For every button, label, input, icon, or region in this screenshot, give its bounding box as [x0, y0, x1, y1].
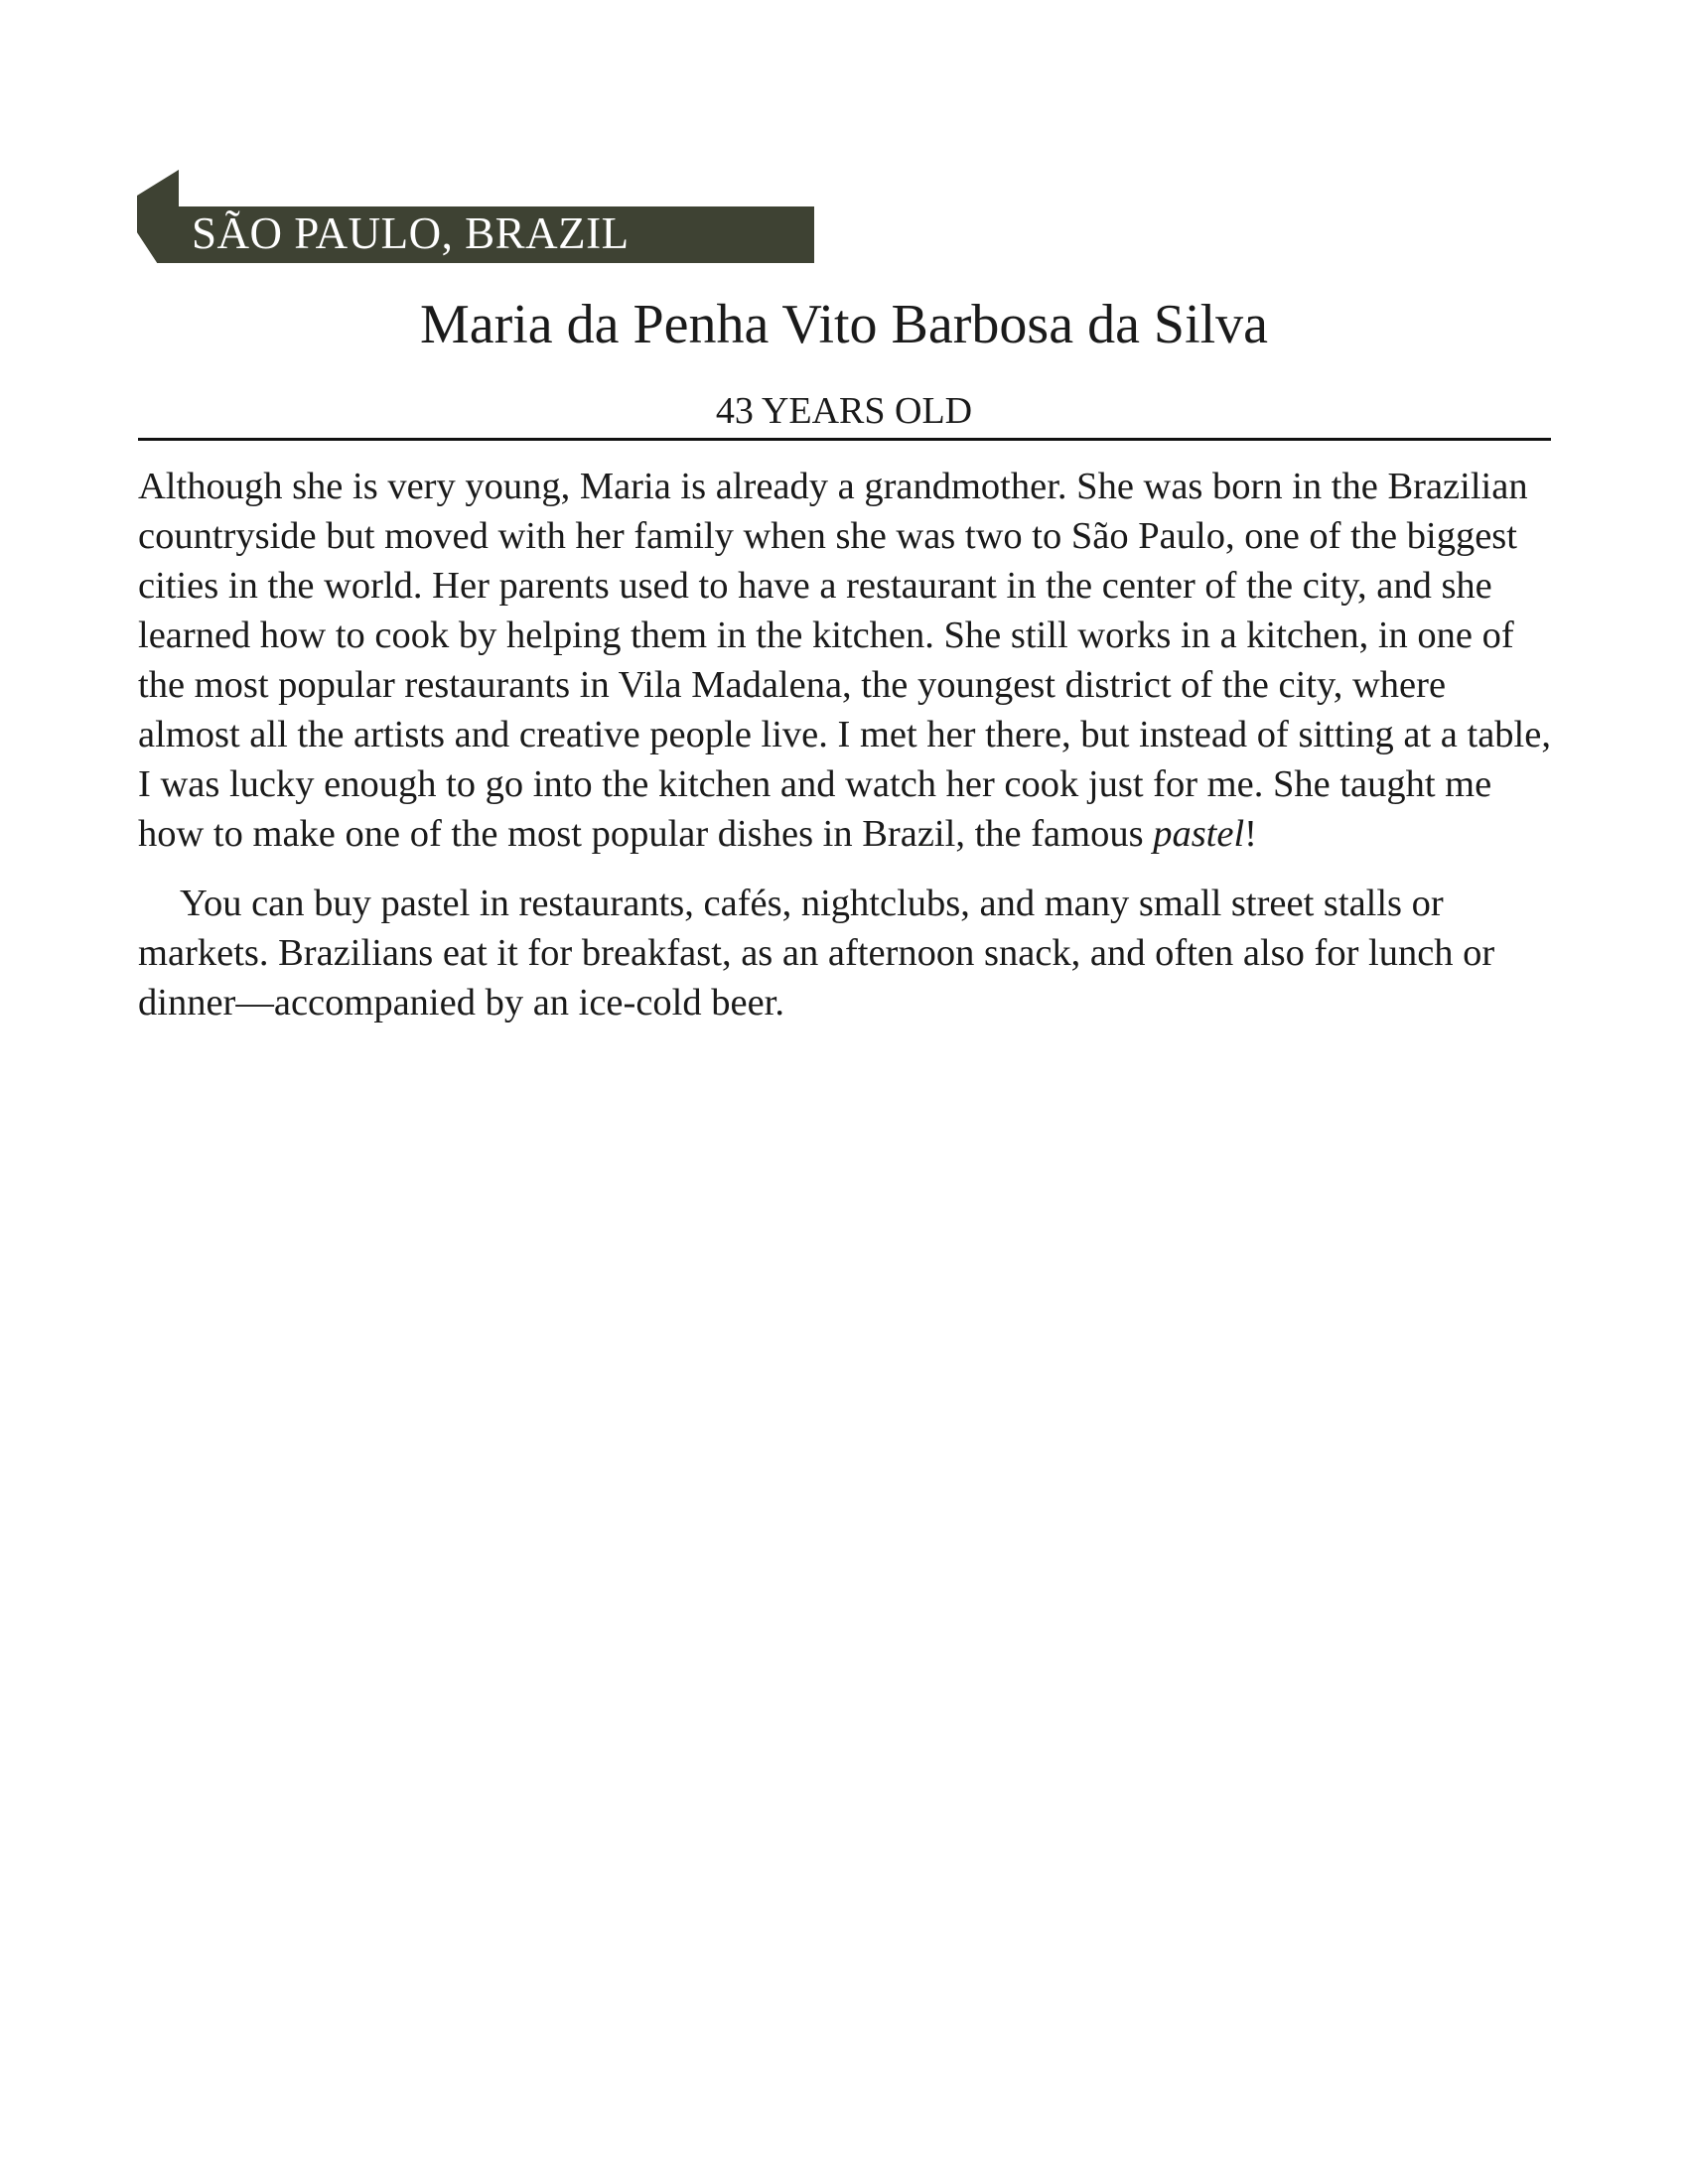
banner-left-arrow — [137, 170, 179, 263]
article-body — [138, 462, 1551, 1027]
paragraph-2: You can buy pastel in restaurants, cafés, nightclubs, and many small street stalls or markets. Brazilians eat it for breakfast, as an afternoon snack, and often also for lunch or dinner—accompanied by an ice-cold beer. — [138, 883, 1495, 1024]
location-label: SÃO PAULO, BRAZIL — [192, 208, 630, 258]
person-age: 43 YEARS OLD — [715, 390, 973, 432]
location-banner — [137, 170, 814, 263]
paragraph-1-italic: pastel — [1153, 813, 1245, 855]
divider-rule — [138, 438, 1551, 441]
person-name: Maria da Penha Vito Barbosa da Silva — [419, 294, 1269, 355]
paragraph-1-text: Although she is very young, Maria is already a grandmother. She was born in the Brazilian countryside but moved with her family when she was two to São Paulo, one of the biggest cities in the world. Her parents used to have a restaurant in the center of the city, and she learned how to cook by helping them in the kitchen. She still works in a kitchen, in one of the most popular restaurants in Vila Madalena, the youngest district of the city, where almost all the artists and creative people live. I met her there, but instead of sitting at a table, I was lucky enough to go into the kitchen and watch her cook just for me. She taught me how to make one of the most popular dishes in Brazil, the famous — [138, 466, 1551, 855]
paragraph-1-end: ! — [1244, 813, 1257, 855]
paragraph-1 — [138, 462, 1551, 859]
